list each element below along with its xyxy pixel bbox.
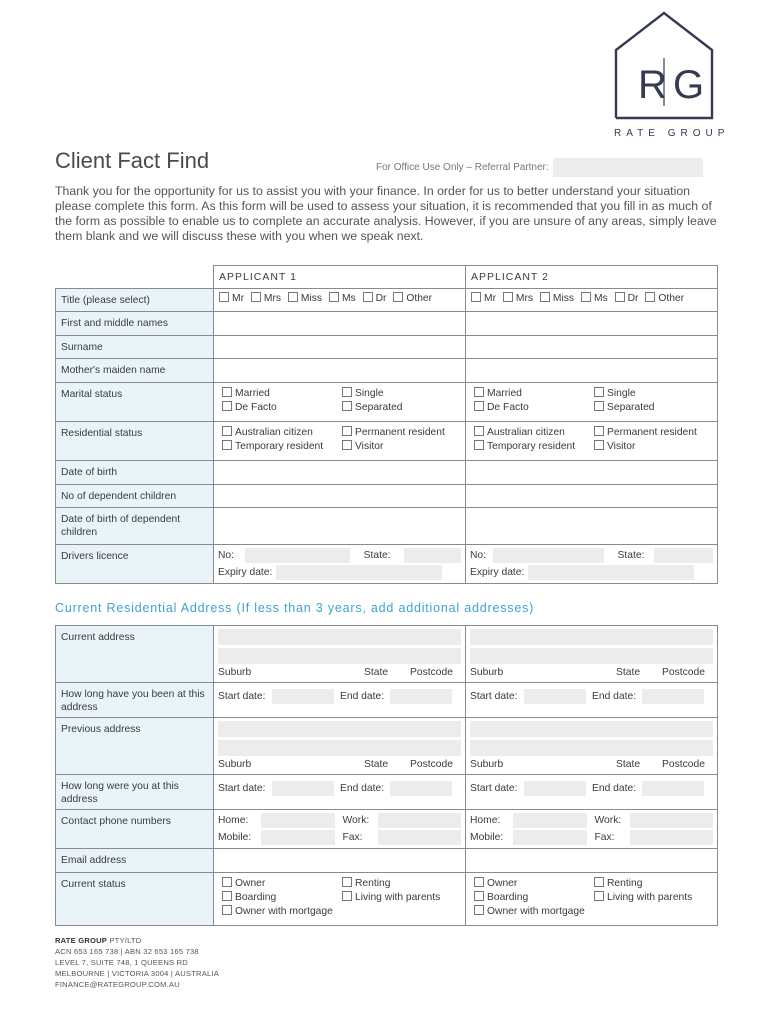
end-date-input[interactable] [642,689,704,704]
dob-label: Date of birth [56,461,214,485]
mobile-label: Mobile: [218,832,252,843]
current-address-line2-input[interactable] [470,648,713,664]
married-checkbox[interactable]: Married [222,387,342,399]
referral-partner-input[interactable] [553,158,703,177]
owner-with-mortgage-checkbox[interactable]: Owner with mortgage [222,905,342,917]
marital-status-label: Marital status [56,383,214,422]
expiry-date-label: Expiry date: [218,567,273,578]
title-other-checkbox[interactable]: Other [645,292,684,304]
living-with-parents-checkbox[interactable]: Living with parents [594,891,714,903]
end-date-input[interactable] [390,689,452,704]
licence-no-input[interactable] [493,548,604,563]
start-date-label: Start date: [470,691,518,702]
expiry-date-input[interactable] [528,565,694,580]
applicant-table [55,265,718,584]
page-title: Client Fact Find [55,148,210,173]
separated-checkbox[interactable]: Separated [594,401,714,413]
applicant1-header: APPLICANT 1 [214,266,466,289]
title-ms-checkbox[interactable]: Ms [329,292,356,304]
title-dr-checkbox[interactable]: Dr [363,292,387,304]
applicant2-header: APPLICANT 2 [466,266,718,289]
licence-state-input[interactable] [654,548,713,563]
temporary-resident-checkbox[interactable]: Temporary resident [222,440,342,452]
title-ms-checkbox[interactable]: Ms [581,292,608,304]
rate-group-logo [612,10,730,139]
postcode-label: Postcode [410,759,453,770]
start-date-input[interactable] [272,689,334,704]
licence-state-label: State: [617,550,645,561]
single-checkbox[interactable]: Single [342,387,462,399]
australian-citizen-checkbox[interactable]: Australian citizen [474,426,594,438]
home-phone-input[interactable] [261,813,335,828]
fax-label: Fax: [594,832,615,843]
de-facto-checkbox[interactable]: De Facto [222,401,342,413]
title-miss-checkbox[interactable]: Miss [288,292,322,304]
office-use-label: For Office Use Only – Referral Partner: [376,162,549,173]
renting-checkbox[interactable]: Renting [342,877,462,889]
house-logo-icon [612,10,716,120]
owner-checkbox[interactable]: Owner [222,877,342,889]
licence-no-label: No: [470,550,487,561]
licence-label: Drivers licence [56,545,214,584]
work-phone-input[interactable] [630,813,713,828]
applicant1-title-options [214,289,466,312]
visitor-checkbox[interactable]: Visitor [342,440,462,452]
start-date-input[interactable] [524,781,586,796]
permanent-resident-checkbox[interactable]: Permanent resident [594,426,714,438]
licence-state-input[interactable] [404,548,461,563]
end-date-label: End date: [592,691,637,702]
fax-input[interactable] [630,830,713,845]
end-date-input[interactable] [642,781,704,796]
australian-citizen-checkbox[interactable]: Australian citizen [222,426,342,438]
home-phone-label: Home: [470,815,501,826]
maiden-name-label: Mother's maiden name [56,359,214,383]
home-phone-input[interactable] [513,813,587,828]
renting-checkbox[interactable]: Renting [594,877,714,889]
title-mr-checkbox[interactable]: Mr [219,292,244,304]
end-date-input[interactable] [390,781,452,796]
mobile-input[interactable] [261,830,335,845]
postcode-label: Postcode [662,759,705,770]
fax-input[interactable] [378,830,461,845]
footer-acn: ACN 653 165 738 | ABN 32 653 165 738 [55,947,199,956]
state-label: State [616,759,641,770]
previous-address-line1-input[interactable] [218,721,461,737]
title-mrs-checkbox[interactable]: Mrs [251,292,281,304]
licence-no-input[interactable] [245,548,350,563]
dependents-dob-label: Date of birth of dependent children [56,508,214,545]
title-dr-checkbox[interactable]: Dr [615,292,639,304]
footer-company-suffix: PTY/LTD [107,936,142,945]
title-mr-checkbox[interactable]: Mr [471,292,496,304]
section-title-address: Current Residential Address (If less than 3 years, add additional addresses) [55,601,535,615]
footer-address2: MELBOURNE | VICTORIA 3004 | AUSTRALIA [55,969,219,978]
owner-checkbox[interactable]: Owner [474,877,594,889]
footer-address1: LEVEL 7, SUITE 748, 1 QUEENS RD [55,958,188,967]
mobile-input[interactable] [513,830,587,845]
suburb-label: Suburb [218,759,252,770]
visitor-checkbox[interactable]: Visitor [594,440,714,452]
current-address-label: Current address [56,626,214,683]
logo-subtitle: RATE GROUP [614,128,730,139]
temporary-resident-checkbox[interactable]: Temporary resident [474,440,594,452]
expiry-date-input[interactable] [276,565,442,580]
married-checkbox[interactable]: Married [474,387,594,399]
footer [55,935,219,990]
de-facto-checkbox[interactable]: De Facto [474,401,594,413]
licence-state-label: State: [363,550,391,561]
licence-no-label: No: [218,550,235,561]
single-checkbox[interactable]: Single [594,387,714,399]
dependents-label: No of dependent children [56,485,214,508]
end-date-label: End date: [340,691,385,702]
current-address-line2-input[interactable] [218,648,461,664]
title-other-checkbox[interactable]: Other [393,292,432,304]
fax-label: Fax: [342,832,363,843]
start-date-input[interactable] [524,689,586,704]
state-label: State [364,667,389,678]
office-use-field [376,158,703,177]
living-with-parents-checkbox[interactable]: Living with parents [342,891,462,903]
logo-letter-r: R [638,63,667,107]
logo-letter-g: G [673,63,705,107]
how-long-prev-label: How long were you at this address [56,775,214,810]
state-label: State [616,667,641,678]
suburb-label: Suburb [470,667,504,678]
start-date-input[interactable] [272,781,334,796]
boarding-checkbox[interactable]: Boarding [222,891,342,903]
surname-label: Surname [56,336,214,359]
blank-corner [56,266,214,289]
applicant2-title-options [466,289,718,312]
end-date-label: End date: [592,783,637,794]
previous-address-label: Previous address [56,718,214,775]
address-table [55,625,718,926]
work-phone-input[interactable] [378,813,461,828]
email-label: Email address [56,849,214,873]
expiry-date-label: Expiry date: [470,567,525,578]
footer-company: RATE GROUP [55,936,108,945]
owner-with-mortgage-checkbox[interactable]: Owner with mortgage [474,905,594,917]
current-address-line1-input[interactable] [470,629,713,645]
previous-address-line2-input[interactable] [218,740,461,756]
start-date-label: Start date: [218,691,266,702]
residential-status-label: Residential status [56,422,214,461]
work-phone-label: Work: [594,815,622,826]
how-long-label: How long have you been at this address [56,683,214,718]
mobile-label: Mobile: [470,832,504,843]
title-miss-checkbox[interactable]: Miss [540,292,574,304]
first-names-label: First and middle names [56,312,214,336]
previous-address-line2-input[interactable] [470,740,713,756]
separated-checkbox[interactable]: Separated [342,401,462,413]
work-phone-label: Work: [342,815,370,826]
boarding-checkbox[interactable]: Boarding [474,891,594,903]
suburb-label: Suburb [218,667,252,678]
footer-email: FINANCE@RATEGROUP.COM.AU [55,980,180,989]
current-status-label: Current status [56,873,214,926]
current-address-line1-input[interactable] [218,629,461,645]
start-date-label: Start date: [470,783,518,794]
previous-address-line1-input[interactable] [470,721,713,737]
title-mrs-checkbox[interactable]: Mrs [503,292,533,304]
state-label: State [364,759,389,770]
contact-phone-label: Contact phone numbers [56,810,214,849]
intro-text: Thank you for the opportunity for us to assist you with your finance. In order for us to better understand your situation please complete this form. As this form will be used to assess your situation, it is recommended that you fill in as much of the form as possible to enable us to complete an accurate analysis. However, if you are unsure of any areas, simply leave them blank and we will discuss these with you when we speak next. [55,184,717,243]
postcode-label: Postcode [410,667,453,678]
postcode-label: Postcode [662,667,705,678]
start-date-label: Start date: [218,783,266,794]
end-date-label: End date: [340,783,385,794]
home-phone-label: Home: [218,815,249,826]
title-label: Title (please select) [56,289,214,312]
suburb-label: Suburb [470,759,504,770]
permanent-resident-checkbox[interactable]: Permanent resident [342,426,462,438]
